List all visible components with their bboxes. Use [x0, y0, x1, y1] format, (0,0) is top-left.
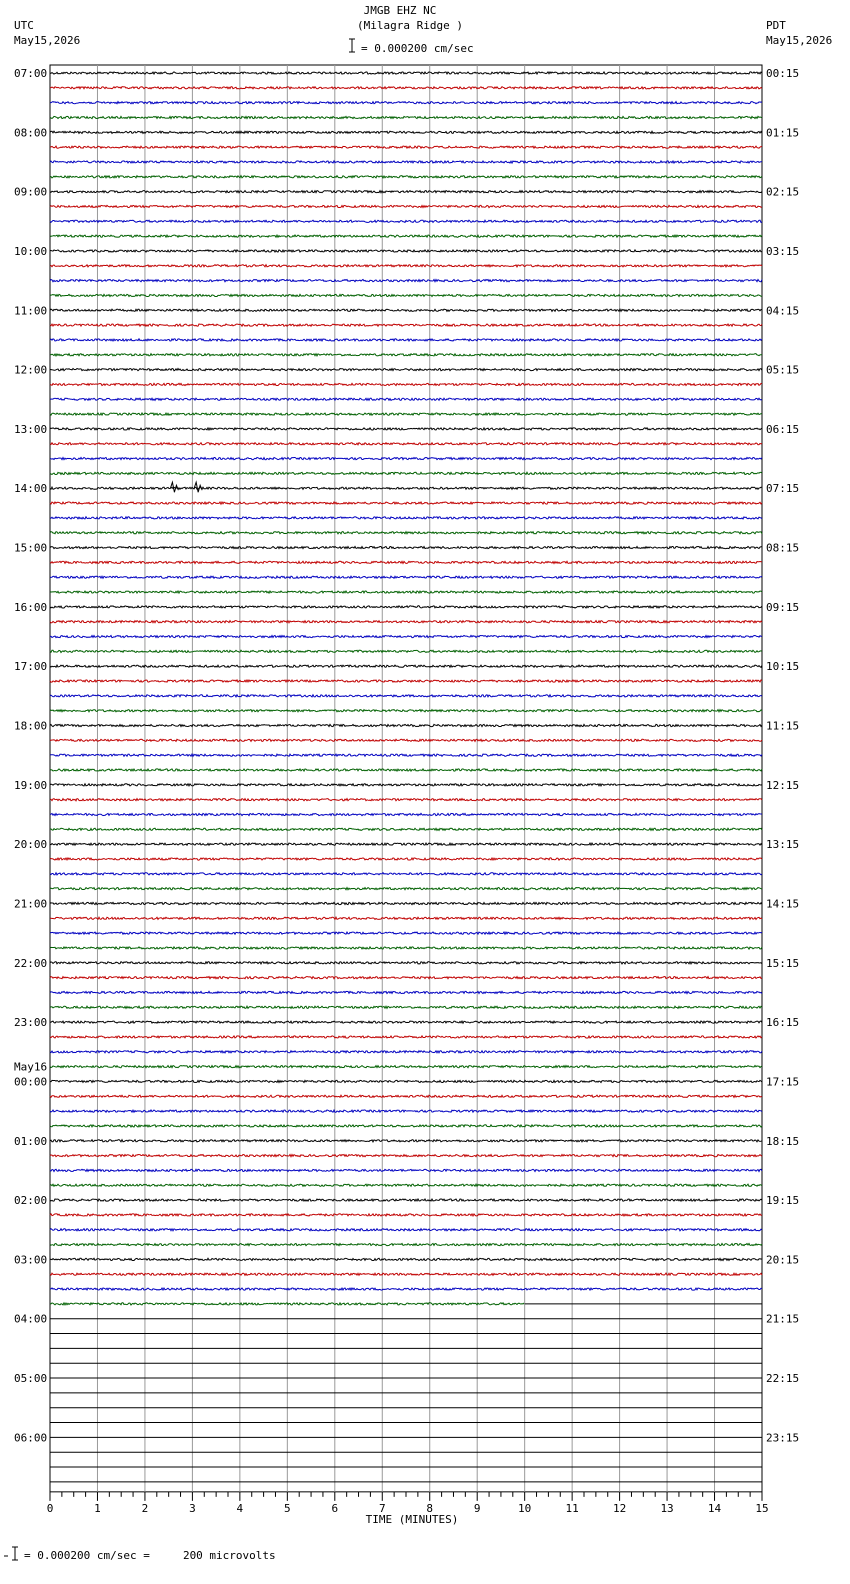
seismic-trace: [50, 532, 762, 534]
seismic-trace: [50, 443, 762, 445]
pdt-hour-label: 23:15: [766, 1431, 800, 1445]
seismic-trace: [50, 813, 762, 815]
seismic-trace: [50, 695, 762, 697]
utc-hour-label: 15:00: [14, 541, 48, 555]
x-tick-label: 5: [284, 1501, 291, 1515]
seismic-trace: [50, 502, 762, 504]
seismic-trace: [50, 72, 762, 74]
pdt-hour-label: 10:15: [766, 660, 800, 674]
seismic-trace: [50, 205, 762, 207]
x-tick-label: 1: [94, 1501, 101, 1515]
seismic-trace: [50, 176, 762, 178]
plot-frame: [50, 65, 762, 1492]
x-tick-label: 4: [236, 1501, 244, 1515]
pdt-hour-label: 12:15: [766, 778, 800, 792]
utc-hour-label: 02:00: [14, 1194, 48, 1208]
seismic-trace: [50, 161, 762, 163]
seismic-trace: [50, 1095, 762, 1097]
utc-hour-label: 03:00: [14, 1253, 48, 1267]
seismic-trace: [50, 1066, 762, 1068]
seismic-trace: [50, 1169, 762, 1171]
seismic-trace: [50, 1051, 762, 1053]
site-subtitle: (Milagra Ridge ): [357, 19, 463, 32]
seismic-trace: [50, 413, 762, 415]
x-tick-label: 8: [426, 1501, 434, 1515]
utc-hour-label: 01:00: [14, 1134, 48, 1148]
seismic-trace: [50, 932, 762, 934]
x-tick-label: 6: [331, 1501, 339, 1515]
x-tick-label: 10: [518, 1501, 532, 1515]
seismic-trace: [50, 621, 762, 623]
seismic-trace: [50, 962, 762, 964]
seismic-trace: [50, 873, 762, 875]
x-axis-title: TIME (MINUTES): [365, 1512, 459, 1526]
seismic-trace: [50, 235, 762, 237]
utc-hour-label: 22:00: [14, 956, 48, 970]
seismic-trace: [50, 769, 762, 771]
x-tick-label: 3: [189, 1501, 196, 1515]
seismic-trace: [50, 828, 762, 830]
station-title: JMGB EHZ NC: [363, 4, 437, 17]
seismic-trace: [50, 220, 762, 222]
seismic-trace: [50, 369, 762, 371]
footer-scale-icon: [2, 1546, 24, 1562]
pdt-hour-label: 05:15: [766, 363, 800, 377]
pdt-hour-label: 11:15: [766, 719, 800, 733]
pdt-hour-label: 08:15: [766, 541, 800, 555]
date-change-label: May16: [14, 1060, 48, 1074]
utc-hour-label: 16:00: [14, 600, 48, 614]
footer-scale-label: = 0.000200 cm/sec = 200 microvolts: [24, 1549, 276, 1562]
seismic-trace: [50, 1155, 762, 1157]
seismic-trace: [50, 265, 762, 267]
left-date: May15,2026: [14, 34, 81, 47]
seismic-trace: [50, 1021, 762, 1023]
scale-label: = 0.000200 cm/sec: [361, 42, 474, 55]
utc-hour-label: 09:00: [14, 185, 48, 199]
seismic-trace: [50, 561, 762, 563]
pdt-hour-label: 21:15: [766, 1312, 800, 1326]
pdt-hour-label: 07:15: [766, 482, 800, 496]
utc-hour-label: 20:00: [14, 838, 48, 852]
seismic-trace: [50, 131, 762, 133]
x-tick-label: 11: [565, 1501, 579, 1515]
pdt-hour-label: 20:15: [766, 1253, 800, 1267]
seismic-trace: [50, 102, 762, 104]
seismic-trace: [50, 1140, 762, 1142]
seismic-trace: [50, 354, 762, 356]
seismic-trace: [50, 858, 762, 860]
seismic-trace: [50, 606, 762, 608]
pdt-hour-label: 02:15: [766, 185, 800, 199]
seismic-trace: [50, 917, 762, 919]
pdt-hour-label: 04:15: [766, 304, 800, 318]
seismic-trace: [50, 1229, 762, 1231]
seismic-trace: [50, 947, 762, 949]
seismic-trace: [50, 576, 762, 578]
utc-hour-label: 12:00: [14, 363, 48, 377]
seismic-trace: [50, 309, 762, 311]
seismic-trace: [50, 547, 762, 549]
seismic-trace: [50, 843, 762, 845]
pdt-hour-label: 19:15: [766, 1194, 800, 1208]
right-date: May15,2026: [766, 34, 833, 47]
seismic-trace: [50, 1258, 762, 1260]
right-timezone: PDT: [766, 19, 786, 32]
seismic-trace: [50, 724, 762, 726]
utc-hour-label: 21:00: [14, 897, 48, 911]
seismic-trace: [50, 116, 762, 118]
seismic-trace: [50, 1036, 762, 1038]
x-tick-label: 12: [612, 1501, 627, 1515]
utc-hour-label: 07:00: [14, 67, 48, 80]
utc-hour-label: 05:00: [14, 1372, 48, 1386]
pdt-hour-label: 03:15: [766, 244, 800, 258]
utc-hour-label: 04:00: [14, 1312, 48, 1326]
seismic-trace: [50, 1125, 762, 1127]
utc-hour-label: 23:00: [14, 1016, 48, 1030]
seismic-trace: [50, 487, 762, 489]
pdt-hour-label: 06:15: [766, 422, 800, 436]
pdt-hour-label: 15:15: [766, 956, 800, 970]
seismic-trace: [50, 339, 762, 341]
seismic-trace: [50, 739, 762, 741]
seismic-trace: [50, 472, 762, 474]
utc-hour-label: 19:00: [14, 778, 48, 792]
left-timezone: UTC: [14, 19, 34, 32]
seismic-trace: [50, 680, 762, 682]
seismic-trace: [50, 383, 762, 385]
seismic-trace: [50, 784, 762, 786]
pdt-hour-label: 01:15: [766, 126, 800, 140]
seismic-trace: [50, 280, 762, 282]
x-tick-label: 14: [707, 1501, 722, 1515]
seismic-trace: [50, 1006, 762, 1008]
seismic-trace: [50, 458, 762, 460]
pdt-hour-label: 00:15: [766, 67, 800, 80]
seismic-trace: [50, 146, 762, 148]
x-tick-label: 2: [141, 1501, 149, 1515]
seismic-trace: [50, 1184, 762, 1186]
seismic-trace: [50, 250, 762, 252]
x-tick-label: 13: [660, 1501, 674, 1515]
utc-hour-label: 11:00: [14, 304, 48, 318]
seismic-trace: [50, 428, 762, 430]
seismic-trace: [50, 1244, 762, 1246]
utc-hour-label: 10:00: [14, 244, 48, 258]
seismic-trace: [50, 665, 762, 667]
seismic-trace: [50, 294, 762, 296]
utc-hour-label: 00:00: [14, 1075, 48, 1089]
seismic-trace: [50, 517, 762, 519]
pdt-hour-label: 09:15: [766, 600, 800, 614]
seismic-trace: [50, 191, 762, 193]
seismic-trace: [50, 87, 762, 89]
x-tick-label: 0: [46, 1501, 54, 1515]
pdt-hour-label: 16:15: [766, 1016, 800, 1030]
seismic-trace: [50, 888, 762, 890]
seismic-trace: [50, 324, 762, 326]
seismic-trace: [50, 1110, 762, 1112]
seismic-trace: [50, 1288, 762, 1290]
seismic-trace: [50, 754, 762, 756]
seismic-trace: [50, 1214, 762, 1216]
seismic-trace: [50, 650, 762, 652]
x-tick-label: 7: [378, 1501, 386, 1515]
utc-hour-label: 14:00: [14, 482, 48, 496]
seismic-trace: [50, 1273, 762, 1275]
pdt-hour-label: 18:15: [766, 1134, 800, 1148]
seismic-trace: [50, 991, 762, 993]
seismic-trace: [50, 1199, 762, 1201]
seismic-trace: [50, 710, 762, 712]
utc-hour-label: 17:00: [14, 660, 48, 674]
seismic-trace: [50, 635, 762, 637]
seismic-trace: [50, 902, 762, 904]
pdt-hour-label: 22:15: [766, 1372, 800, 1386]
seismic-trace: [50, 977, 762, 979]
x-tick-label: 15: [755, 1501, 769, 1515]
utc-hour-label: 06:00: [14, 1431, 48, 1445]
seismic-trace: [50, 591, 762, 593]
x-tick-label: 9: [473, 1501, 481, 1515]
utc-hour-label: 13:00: [14, 422, 48, 436]
pdt-hour-label: 17:15: [766, 1075, 800, 1089]
seismic-trace: [50, 799, 762, 801]
pdt-hour-label: 13:15: [766, 838, 800, 852]
seismic-trace: [50, 1080, 762, 1082]
utc-hour-label: 08:00: [14, 126, 48, 140]
seismic-trace: [50, 398, 762, 400]
utc-hour-label: 18:00: [14, 719, 48, 733]
pdt-hour-label: 14:15: [766, 897, 800, 911]
